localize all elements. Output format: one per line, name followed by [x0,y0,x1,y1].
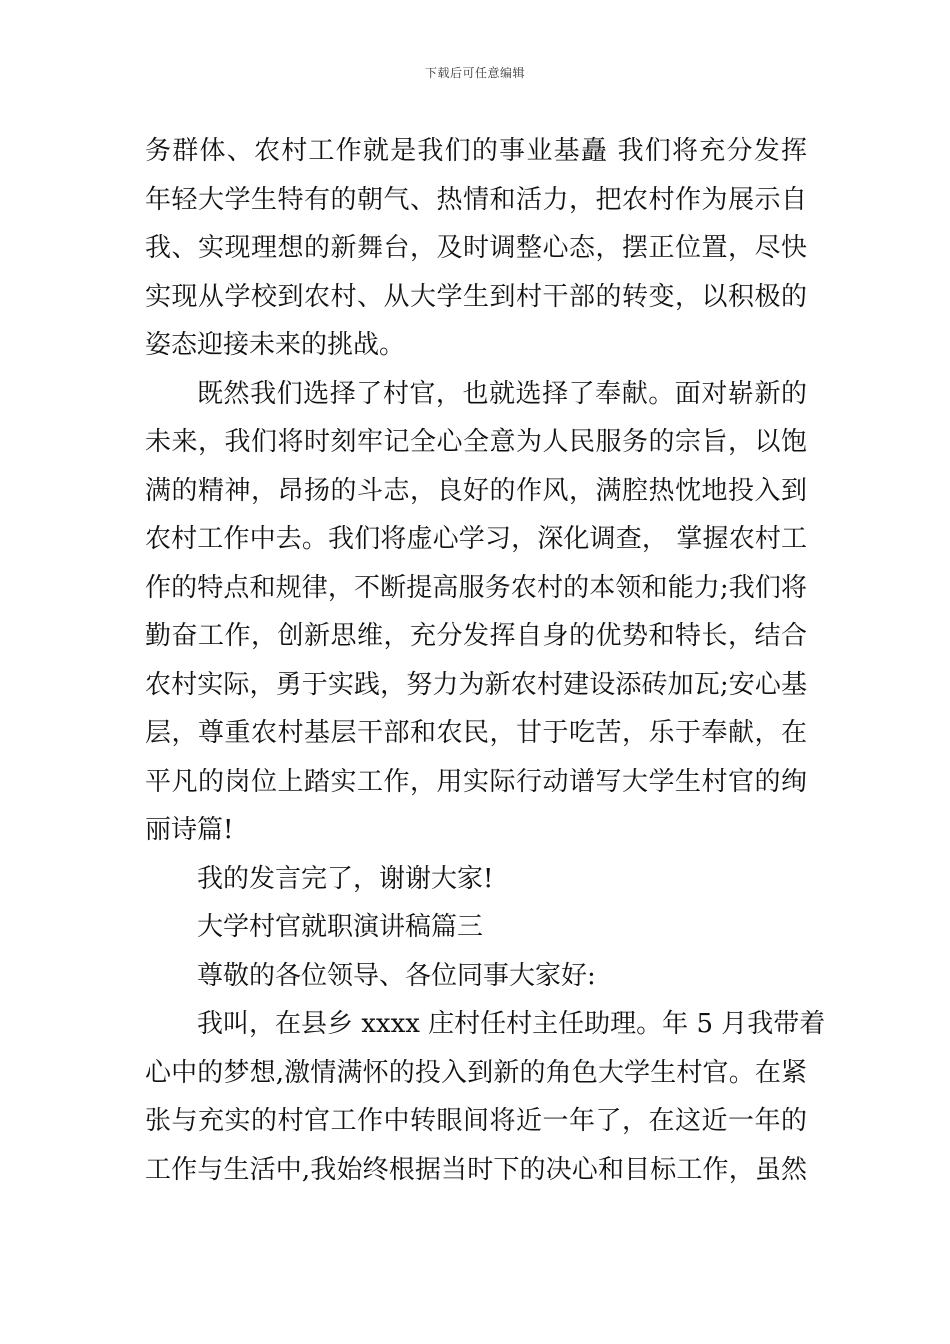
text-line: 未来，我们将时刻牢记全心全意为人民服务的宗旨，以饱 [145,427,807,457]
text-line: 勤奋工作，创新思维，充分发挥自身的优势和特长，结合 [145,621,807,651]
text-line: 作的特点和规律，不断提高服务农村的本领和能力;我们将 [145,572,807,603]
text-line: 心中的梦想,激情满怀的投入到新的角色大学生村官。在紧 [145,1057,807,1088]
text-line: 尊敬的各位领导、各位同事大家好: [197,960,596,991]
text-line: 农村工作中去。我们将虚心学习，深化调查， 掌握农村工 [145,524,807,554]
text-line: 大学村官就职演讲稿篇三 [197,912,484,942]
text-line: 务群体、农村工作就是我们的事业基矗 我们将充分发挥 [145,136,807,166]
text-line: 年轻大学生特有的朝气、热情和活力，把农村作为展示自 [145,184,807,215]
text-line: 张与充实的村官工作中转眼间将近一年了，在这近一年的 [145,1106,807,1136]
text-line: 层，尊重农村基层干部和农民，甘于吃苦，乐于奉献，在 [145,718,807,748]
document-body [145,127,826,1194]
text-line: 满的精神，昂扬的斗志，良好的作风，满腔热忱地投入到 [145,475,807,506]
text-line: 既然我们选择了村官，也就选择了奉献。面对崭新的 [197,378,807,409]
text-line: 姿态迎接未来的挑战。 [145,330,406,360]
text-line: 平凡的岗位上踏实工作，用实际行动谱写大学生村官的绚 [145,766,807,797]
page-header: 下载后可任意编辑 [424,66,525,80]
text-line: 农村实际，勇于实践，努力为新农村建设添砖加瓦;安心基 [145,669,807,700]
text-line: 我、实现理想的新舞台，及时调整心态，摆正位置，尽快 [145,233,807,263]
text-line: 实现从学校到农村、从大学生到村干部的转变，以积极的 [145,281,807,312]
text-line: 我的发言完了，谢谢大家! [197,863,494,894]
text-line: 丽诗篇! [145,815,234,845]
text-line: 工作与生活中,我始终根据当时下的决心和目标工作，虽然 [145,1154,807,1185]
text-line: 我叫，在县乡 xxxx 庄村任村主任助理。年 5 月我带着 [197,1009,826,1039]
